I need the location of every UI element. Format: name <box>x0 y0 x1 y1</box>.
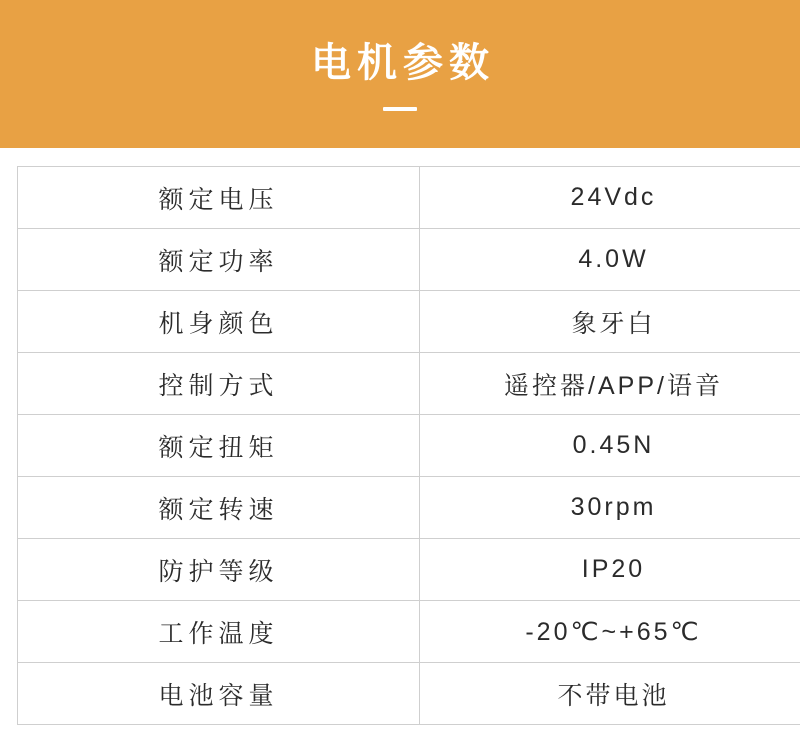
page-title: 电机参数 <box>311 41 495 85</box>
title-underline-divider <box>383 107 417 111</box>
table-row <box>18 415 800 477</box>
spec-value: 遥控器/APP/语音 <box>420 353 800 415</box>
table-row <box>18 663 800 725</box>
table-row <box>18 477 800 539</box>
spec-value: 4.0W <box>420 229 800 291</box>
spec-value: 30rpm <box>420 477 800 539</box>
table-row <box>18 601 800 663</box>
spec-value: IP20 <box>420 539 800 601</box>
motor-spec-table <box>17 166 800 725</box>
table-row <box>18 353 800 415</box>
table-row <box>18 539 800 601</box>
spec-label: 额定转速 <box>18 477 420 539</box>
spec-label: 工作温度 <box>18 601 420 663</box>
page-header-banner <box>0 0 800 148</box>
spec-value: 24Vdc <box>420 167 800 229</box>
spec-value: -20℃~+65℃ <box>420 601 800 663</box>
spec-label: 额定功率 <box>18 229 420 291</box>
spec-label: 防护等级 <box>18 539 420 601</box>
table-row <box>18 291 800 353</box>
spec-label: 机身颜色 <box>18 291 420 353</box>
spec-label: 电池容量 <box>18 663 420 725</box>
spec-value: 0.45N <box>420 415 800 477</box>
spec-label: 控制方式 <box>18 353 420 415</box>
spec-table-container <box>17 166 783 725</box>
spec-value: 象牙白 <box>420 291 800 353</box>
spec-label: 额定电压 <box>18 167 420 229</box>
table-row <box>18 167 800 229</box>
table-row <box>18 229 800 291</box>
spec-label: 额定扭矩 <box>18 415 420 477</box>
spec-value: 不带电池 <box>420 663 800 725</box>
